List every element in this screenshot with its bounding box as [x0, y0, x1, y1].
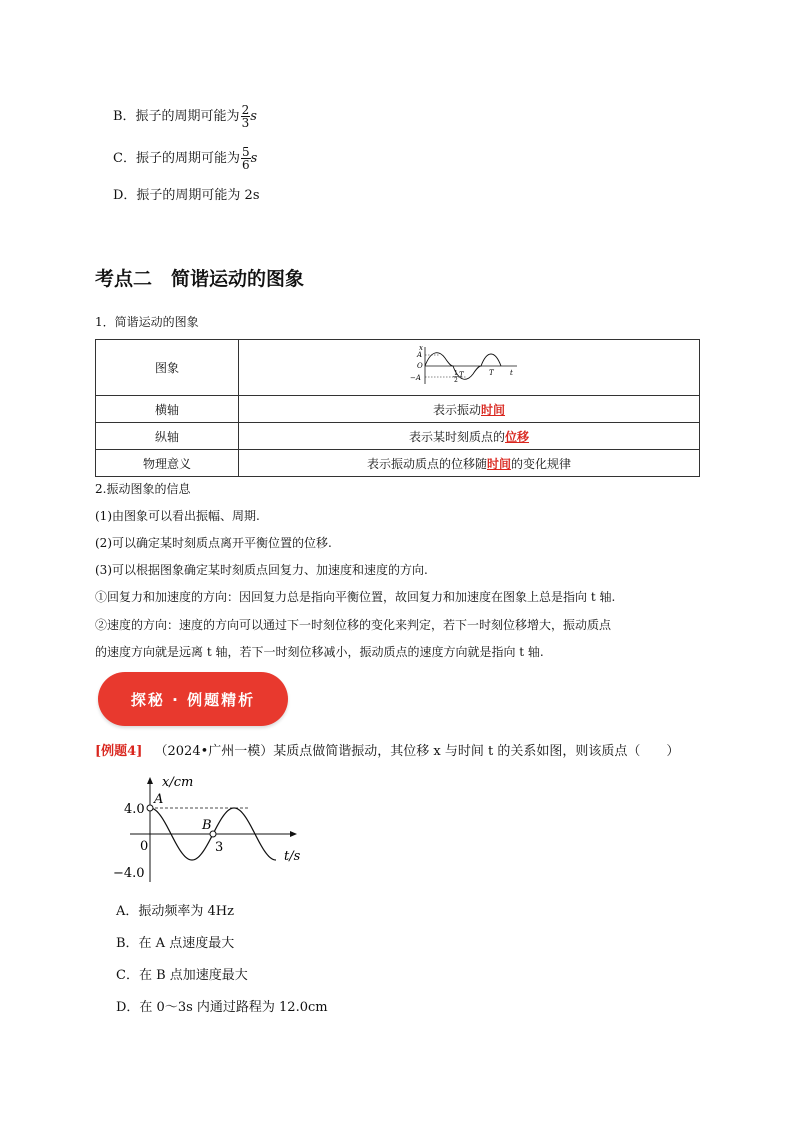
row-label-meaning: 物理意义: [96, 450, 239, 477]
mini-negA-label: −A: [410, 373, 421, 382]
x-axis-label: t/s: [284, 849, 301, 864]
mini-half-num: 1: [454, 369, 458, 377]
option-b-prev: [113, 104, 257, 129]
table-row: [96, 423, 700, 450]
mini-half-den: 2: [454, 376, 458, 384]
info-title: 2.振动图象的信息: [95, 482, 191, 496]
option-b-prev-text: B．振子的周期可能为: [113, 109, 240, 124]
mini-sine-graph: [409, 344, 529, 392]
row-value-vertical: 表示某时刻质点的位移: [239, 423, 700, 450]
info-p5b: 的速度方向就是远离 t 轴，若下一时刻位移减小，振动质点的速度方向就是指向 t 轴.: [95, 645, 544, 659]
graph-info-table: [95, 339, 700, 477]
option-c: C．在 B 点加速度最大: [116, 968, 248, 983]
unit-b: s: [250, 109, 257, 124]
keyword-time-2: 时间: [486, 456, 511, 471]
table-row: [96, 340, 700, 396]
row-value-horizontal: 表示振动时间: [239, 396, 700, 423]
info-p1: (1)由图象可以看出振幅、周期.: [95, 509, 260, 523]
example-banner: 探秘 · 例题精析: [98, 672, 288, 726]
t-tick-3: 3: [215, 840, 224, 855]
row-label-vertical: 纵轴: [96, 423, 239, 450]
keyword-displacement: 位移: [505, 429, 530, 444]
table-row: [96, 396, 700, 423]
row-label-graph: 图象: [96, 340, 239, 396]
point-a-marker: [147, 805, 153, 811]
option-b: B．在 A 点速度最大: [116, 936, 235, 951]
mini-t-label: t: [510, 368, 513, 377]
unit-c: s: [250, 151, 258, 166]
info-p4: ①回复力和加速度的方向：因回复力总是指向平衡位置，故回复力和加速度在图象上总是指向 t 轴.: [95, 590, 616, 604]
subsection-title: 1．简谐运动的图象: [95, 315, 199, 329]
table-row: [96, 450, 700, 477]
mini-x-label: x: [419, 343, 423, 352]
option-a: A．振动频率为 4Hz: [116, 904, 234, 919]
mini-O-label: O: [417, 361, 423, 370]
origin-label: 0: [140, 839, 149, 854]
point-b-label: B: [202, 818, 212, 833]
section-title: 考点二 简谐运动的图象: [95, 268, 305, 290]
y-axis-label: x/cm: [162, 775, 194, 790]
info-p5a: ②速度的方向：速度的方向可以通过下一时刻位移的变化来判定，若下一时刻位移增大，振动质点: [95, 618, 612, 632]
option-d-prev: D．振子的周期可能为 2s: [113, 188, 260, 203]
mini-A-label: A: [417, 350, 423, 359]
row-label-horizontal: 横轴: [96, 396, 239, 423]
example-label: [例题4]: [95, 744, 143, 759]
info-p3: (3)可以根据图象确定某时刻质点回复力、加速度和速度的方向.: [95, 563, 428, 577]
row-value-meaning: 表示振动质点的位移随时间的变化规律: [239, 450, 700, 477]
keyword-time: 时间: [481, 402, 506, 417]
example-question: [95, 745, 679, 758]
option-c-prev-text: C．振子的周期可能为: [113, 151, 240, 166]
example-text: （2024•广州一模）某质点做简谐振动，其位移 x 与时间 t 的关系如图，则该质点（ ）: [154, 744, 680, 759]
y-bottom-tick: −4.0: [113, 866, 145, 881]
fraction-c: $\frac{5}{6}$: [241, 145, 250, 172]
displacement-time-graph: [100, 770, 320, 886]
mini-T1-label: T: [459, 370, 464, 379]
fraction-b: $\frac{2}{3}$: [241, 103, 250, 130]
option-d: D．在 0～3s 内通过路程为 12.0cm: [116, 1000, 328, 1015]
y-top-tick: 4.0: [124, 802, 145, 817]
point-a-label: A: [154, 792, 164, 807]
mini-T2-label: T: [489, 368, 494, 377]
option-c-prev: [113, 146, 257, 171]
info-p2: (2)可以确定某时刻质点离开平衡位置的位移.: [95, 536, 332, 550]
mini-graph-cell: [239, 340, 700, 396]
